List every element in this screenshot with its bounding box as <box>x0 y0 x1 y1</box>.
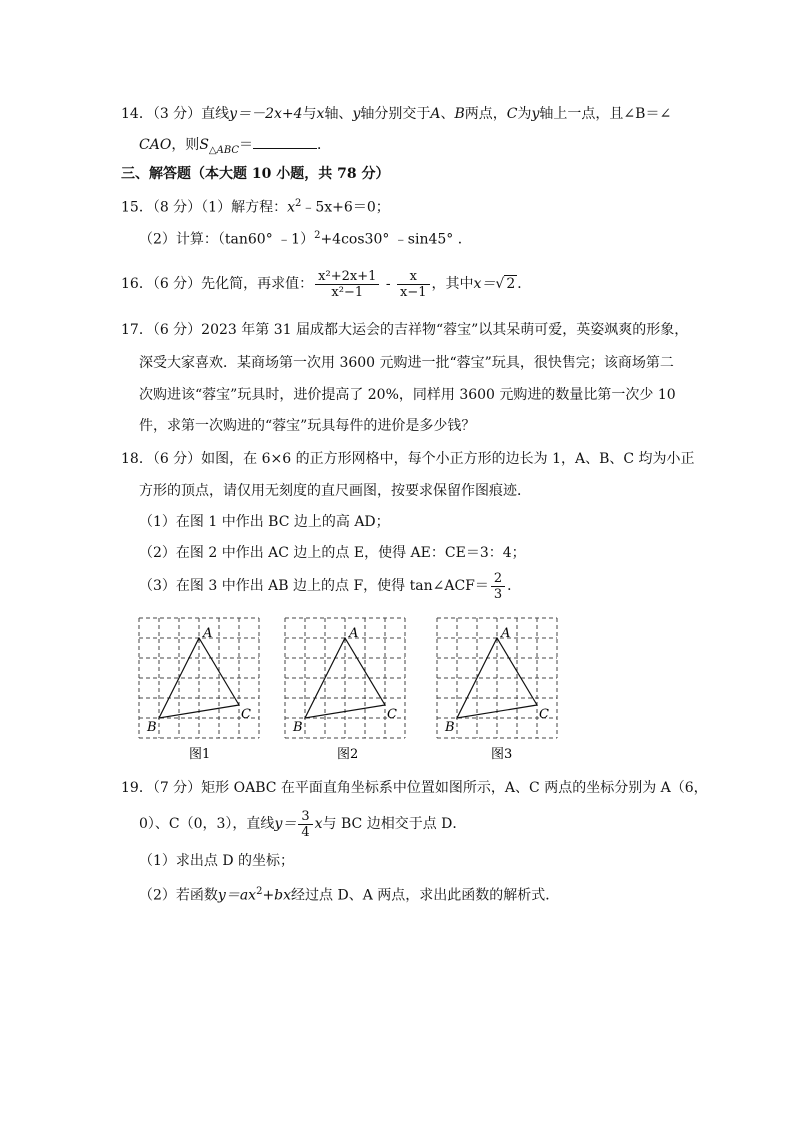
q18-figures <box>0 610 794 790</box>
vertex-b-label: B <box>293 720 303 735</box>
q18-part-1: （1）在图 1 中作出 BC 边上的高 AD； <box>139 514 390 530</box>
q18-line-2: 方形的顶点，请仅用无刻度的直尺画图，按要求保留作图痕迹． <box>139 483 531 499</box>
q18-part-3: （3）在图 3 中作出 AB 边上的点 F，使得 tan∠ACF＝ $\frac{2}{3}$ ． <box>139 570 522 602</box>
q19-part-1: （1）求出点 D 的坐标； <box>139 853 295 869</box>
vertex-a-label: A <box>349 626 359 641</box>
figure-2-caption: 图2 <box>337 747 359 762</box>
vertex-a-label: A <box>203 626 213 641</box>
vertex-a-label: A <box>501 626 511 641</box>
q19-part-2: （2）若函数$y=ax^2+bx$经过点 D、A 两点，求出此函数的解析式． <box>139 886 560 904</box>
figure-1-grid <box>139 618 259 762</box>
section-3-heading: 三、解答题（本大题 10 小题，共 78 分） <box>121 166 390 182</box>
vertex-c-label: C <box>387 707 397 722</box>
q15-line-1: 15．（8 分）（1）解方程：$x^2﹣5x+6=0$； <box>121 198 390 216</box>
q17-line-1: 17．（6 分）2023 年第 31 届成都大运会的吉祥物“蓉宝”以其呆萌可爱，英姿飒爽的形象， <box>121 322 689 338</box>
vertex-b-label: B <box>445 720 455 735</box>
q17-line-4: 件，求第一次购进的“蓉宝”玩具每件的进价是多少钱？ <box>139 418 476 434</box>
figure-3-caption: 图3 <box>491 747 513 762</box>
sqrt-2: √ 2 <box>495 276 516 292</box>
figure-2-grid <box>285 618 405 762</box>
q19-fraction: $\frac{3}{4}$ <box>298 809 312 840</box>
q14-line-2: CAO，则$S_{\triangle ABC}=$ ． <box>139 134 331 161</box>
q17-line-3: 次购进该“蓉宝”玩具时，进价提高了 20%，同样用 3600 元购进的数量比第一次少 10 <box>139 387 676 403</box>
q16-line: 16．（6 分）先化简，再求值： $\frac{\text{x²+2x+1}}{\text{x²−1}}$ - $\frac{x}{x-1}$ ，其中x＝√ 2 ． <box>121 265 531 303</box>
figure-3-grid <box>437 618 557 762</box>
vertex-b-label: B <box>147 720 157 735</box>
vertex-c-label: C <box>241 707 251 722</box>
figure-1-caption: 图1 <box>189 747 211 762</box>
q18-line-1: 18．（6 分）如图，在 6×6 的正方形网格中，每个小正方形的边长为 1，A、B、C 均为小正 <box>121 451 695 467</box>
q15-line-2: （2）计算：（tan60° ﹣1）$^2$+4cos30° ﹣sin45° ． <box>139 230 472 248</box>
q18-part-2: （2）在图 2 中作出 AC 边上的点 E，使得 AE：CE＝3：4； <box>139 545 526 561</box>
q19-line-2: 0）、C（0，3），直线y＝ $\frac{3}{4}$ x与 BC 边相交于点 D． <box>139 808 467 840</box>
q14-line-1: 14．（3 分）直线y＝－2x+4与x轴、y轴分别交于A、B两点，C为y轴上一点，且∠B＝∠ <box>121 106 672 122</box>
vertex-c-label: C <box>539 707 549 722</box>
q16-fraction-1: $\frac{\text{x²+2x+1}}{\text{x²−1}}$ <box>315 269 379 300</box>
q19-line-1: 19．（7 分）矩形 OABC 在平面直角坐标系中位置如图所示，A、C 两点的坐标分别为 A（6， <box>121 780 708 796</box>
q18-fraction: $\frac{2}{3}$ <box>491 571 505 602</box>
answer-blank <box>253 134 317 149</box>
q16-fraction-2: $\frac{x}{x-1}$ <box>397 269 430 300</box>
q17-line-2: 深受大家喜欢．某商场第一次用 3600 元购进一批“蓉宝”玩具，很快售完；该商场第二 <box>139 355 674 371</box>
